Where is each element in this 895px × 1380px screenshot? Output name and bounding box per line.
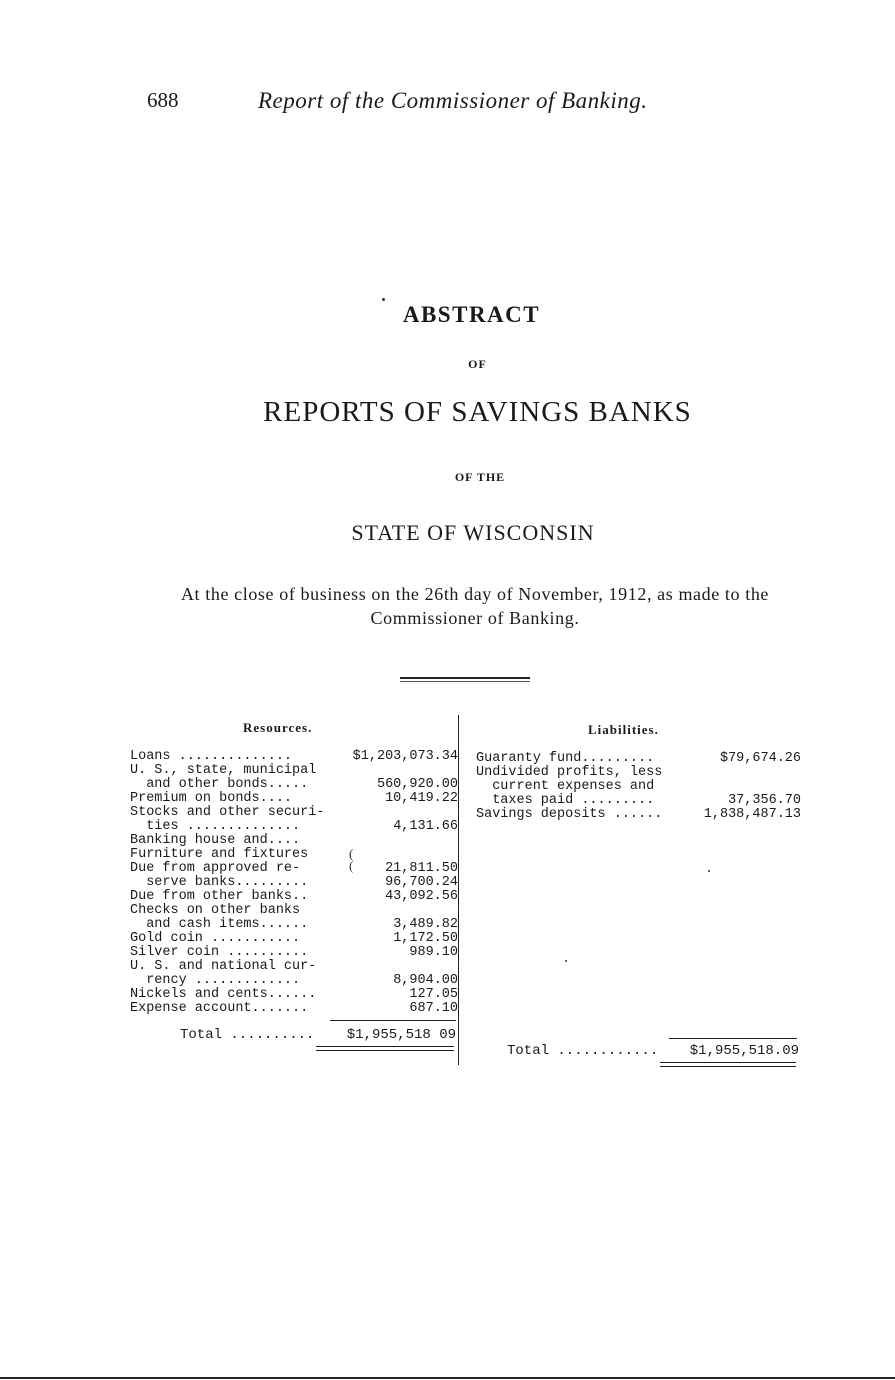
- title-divider-thin: [400, 681, 530, 682]
- print-speck: [708, 870, 710, 872]
- liability-label: taxes paid .........: [476, 793, 655, 808]
- resource-row: [130, 820, 458, 834]
- page-bottom-edge: [0, 1377, 895, 1379]
- liability-label: current expenses and: [476, 779, 655, 794]
- liability-row: [476, 794, 801, 808]
- resource-row: [130, 806, 458, 820]
- resource-label: U. S., state, municipal: [130, 763, 317, 778]
- resource-row: [130, 792, 458, 806]
- resource-row: [130, 1002, 458, 1016]
- title-divider: [400, 677, 530, 679]
- resource-row: [130, 876, 458, 890]
- print-speck: [565, 960, 567, 962]
- total-double-rule: [316, 1046, 454, 1051]
- page-number: 688: [147, 88, 179, 112]
- resource-label: U. S. and national cur-: [130, 959, 317, 974]
- total-double-rule: [660, 1062, 796, 1067]
- total-underline: [330, 1020, 456, 1021]
- title-of-the: OF THE: [454, 470, 506, 484]
- liabilities-heading: Liabilities.: [588, 722, 659, 737]
- resource-amount: 21,811.50: [385, 861, 458, 876]
- resource-row: [130, 904, 458, 918]
- resource-amount: 4,131.66: [393, 819, 458, 834]
- resource-label: Premium on bonds....: [130, 791, 293, 806]
- resource-label: Furniture and fixtures: [130, 847, 309, 862]
- resource-row: [130, 750, 458, 764]
- total-underline: [669, 1038, 797, 1039]
- resource-row: [130, 862, 458, 876]
- resource-row: [130, 960, 458, 974]
- resource-label: serve banks.........: [130, 875, 309, 890]
- title-state: STATE OF WISCONSIN: [351, 520, 595, 545]
- liability-label: Guaranty fund.........: [476, 751, 655, 766]
- resource-amount: 687.10: [409, 1001, 458, 1016]
- resource-row: [130, 834, 458, 848]
- liability-amount: 1,838,487.13: [703, 807, 801, 822]
- liabilities-total-amount: $1,955,518.09: [689, 1043, 799, 1059]
- liability-row: [476, 752, 801, 766]
- liabilities-total-label: Total ............: [507, 1043, 659, 1059]
- resources-heading: Resources.: [243, 720, 313, 735]
- liability-row: [476, 766, 801, 780]
- liability-label: Savings deposits ......: [476, 807, 663, 822]
- resource-label: and cash items......: [130, 917, 309, 932]
- running-title: Report of the Commissioner of Banking.: [258, 88, 648, 113]
- resource-amount: 10,419.22: [385, 791, 458, 806]
- resource-amount: $1,203,073.34: [352, 749, 458, 764]
- resource-row: [130, 974, 458, 988]
- intro-text: At the close of business on the 26th day of November, 1912, as made to the Commissioner of Banking.: [180, 584, 770, 628]
- resources-total-label: Total ..........: [180, 1027, 315, 1043]
- resource-label: Loans ..............: [130, 749, 293, 764]
- liability-row: [476, 780, 801, 794]
- resource-amount: 127.05: [409, 987, 458, 1002]
- resource-amount: 1,172.50: [393, 931, 458, 946]
- resource-row: [130, 946, 458, 960]
- resource-label: Expense account.......: [130, 1001, 309, 1016]
- resource-amount: 8,904.00: [393, 973, 458, 988]
- resource-label: ties ..............: [130, 819, 301, 834]
- title-abstract: ABSTRACT: [402, 302, 541, 327]
- liability-label: Undivided profits, less: [476, 765, 663, 780]
- resource-label: Silver coin ..........: [130, 945, 309, 960]
- resource-label: Banking house and....: [130, 833, 301, 848]
- title-of: OF: [468, 357, 487, 371]
- resource-label: rency .............: [130, 973, 301, 988]
- resource-row: [130, 764, 458, 778]
- resource-row: [130, 918, 458, 932]
- resource-label: and other bonds.....: [130, 777, 309, 792]
- resource-label: Due from other banks..: [130, 889, 309, 904]
- resource-label: Nickels and cents......: [130, 987, 317, 1002]
- print-speck: [382, 298, 385, 301]
- resources-total-amount: $1,955,518 09: [346, 1027, 456, 1043]
- title-reports: REPORTS OF SAVINGS BANKS: [263, 396, 692, 428]
- column-separator: [458, 715, 459, 1065]
- resource-row: [130, 988, 458, 1002]
- resource-label: Gold coin ...........: [130, 931, 301, 946]
- liability-row: [476, 808, 801, 822]
- resource-label: Stocks and other securi-: [130, 805, 325, 820]
- resource-row: [130, 932, 458, 946]
- resource-label: Checks on other banks: [130, 903, 301, 918]
- resource-amount: 96,700.24: [385, 875, 458, 890]
- resource-amount: 3,489.82: [393, 917, 458, 932]
- resource-amount: 43,092.56: [385, 889, 458, 904]
- resource-label: Due from approved re-: [130, 861, 301, 876]
- liability-amount: 37,356.70: [728, 793, 801, 808]
- resource-row: [130, 848, 458, 862]
- resource-row: [130, 778, 458, 792]
- resource-amount: 989.10: [409, 945, 458, 960]
- resource-row: [130, 890, 458, 904]
- resource-amount: 560,920.00: [376, 777, 458, 792]
- liability-amount: $79,674.26: [719, 751, 801, 766]
- brace-mark: ( (: [349, 846, 354, 873]
